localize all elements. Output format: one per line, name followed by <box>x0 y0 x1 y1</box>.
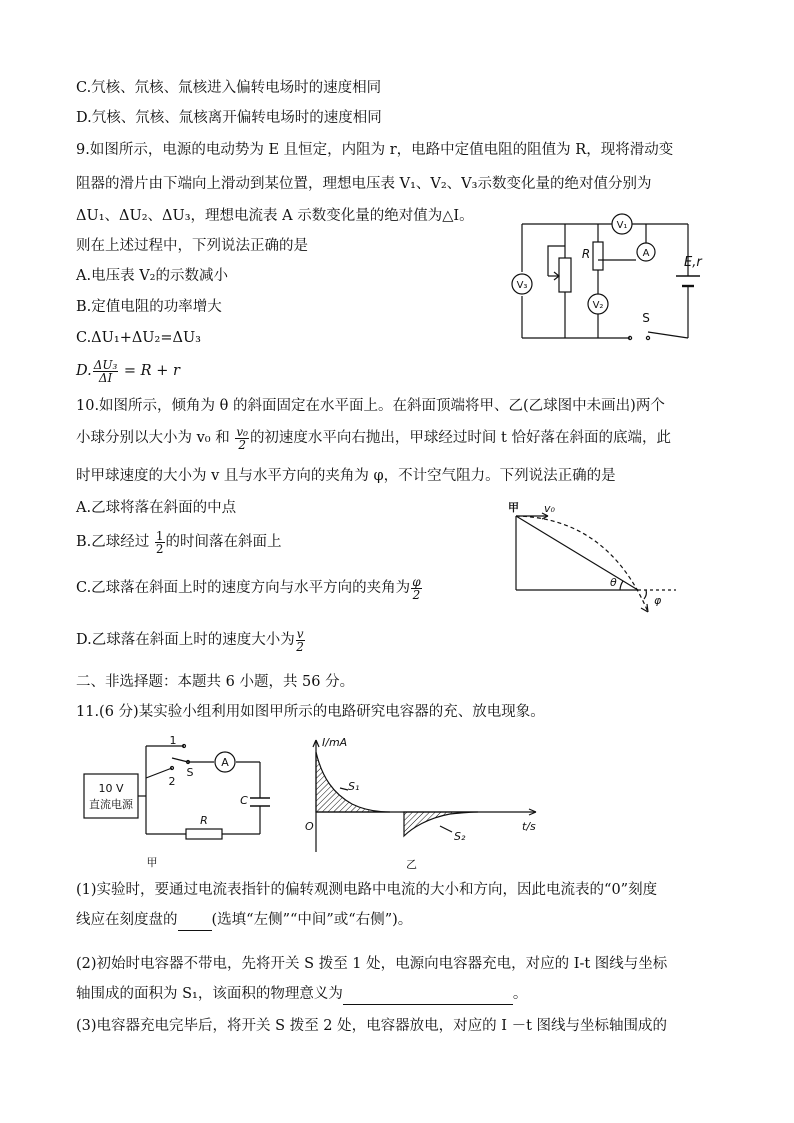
q10-option-b-fraction <box>155 530 165 555</box>
q10-option-b-num: 1 <box>155 528 164 543</box>
q10-option-c <box>76 570 423 606</box>
q10-stem-line2-b: 的初速度水平向右抛出，甲球经过时间 t 恰好落在斜面的底端，此 <box>249 430 671 446</box>
q9-option-c: C.ΔU₁+ΔU₂=ΔU₃ <box>76 330 201 346</box>
q10-option-b-a: B.乙球经过 <box>76 534 154 550</box>
q8-option-d: D.氕核、氘核、氚核离开偏转电场时的速度相同 <box>76 110 382 126</box>
q9-option-b: B.定值电阻的功率增大 <box>76 299 222 315</box>
q9-ammeter-label: A <box>642 248 650 259</box>
q10-stem-line3: 时甲球速度的大小为 v 且与水平方向的夹角为 φ，不计空气阻力。下列说法正确的是 <box>76 468 616 484</box>
q11-terminal-1: 1 <box>169 734 177 747</box>
q9-v3-label: V₃ <box>516 280 528 291</box>
q10-theta-label: θ <box>610 576 617 589</box>
q10-option-b-den: 2 <box>155 541 164 556</box>
q11-stem: 11.(6 分)某实验小组利用如图甲所示的电路研究电容器的充、放电现象。 <box>76 704 545 720</box>
q9-option-d-denominator: ΔI <box>98 370 113 385</box>
q11-part2-line1: (2)初始时电容器不带电，先将开关 S 拨至 1 处，电源向电容器充电，对应的 I-t 图线与坐标 <box>76 956 668 972</box>
q10-stem-fraction-num: v₀ <box>236 424 248 439</box>
q11-fig-b-caption: 乙 <box>406 858 417 871</box>
q11-graph-ylabel: I/mA <box>322 736 348 749</box>
q9-stem-line3: ΔU₁、ΔU₂、ΔU₃，理想电流表 A 示数变化量的绝对值为△I。 <box>76 208 474 224</box>
q11-source-line1: 10 V <box>98 782 124 795</box>
q10-incline-diagram <box>508 500 688 620</box>
q11-part1-line2 <box>76 910 412 931</box>
q10-option-a: A.乙球将落在斜面的中点 <box>76 500 237 516</box>
q11-resistor-label: R <box>200 814 208 827</box>
q11-graph-xlabel: t/s <box>522 820 536 833</box>
q9-option-d-rhs: = R + r <box>123 363 180 379</box>
q9-stem-line4: 则在上述过程中，下列说法正确的是 <box>76 238 308 254</box>
q10-option-d-den: 2 <box>296 639 304 654</box>
q11-fig-a-caption: 甲 <box>146 856 158 869</box>
q9-option-d-numerator: ΔU₃ <box>93 357 118 372</box>
q11-circuit-diagram <box>80 734 280 869</box>
q11-part2-line2-a: 轴围成的面积为 S₁，该面积的物理意义为 <box>76 986 343 1002</box>
q11-part1-line2-b: (选填“左侧”“中间”或“右侧”)。 <box>211 912 413 928</box>
q9-v1-label: V₁ <box>616 220 628 231</box>
q11-part3-line1: (3)电容器充电完毕后，将开关 S 拨至 2 处，电容器放电，对应的 I －t 图线与坐标轴围成的 <box>76 1018 668 1034</box>
q11-part1-line1: (1)实验时，要通过电流表指针的偏转观测电路中电流的大小和方向，因此电流表的“0”刻度 <box>76 882 658 898</box>
q11-graph-s1: S₁ <box>348 780 360 793</box>
q11-it-graph <box>300 732 550 872</box>
q10-v0-label: v₀ <box>544 502 555 515</box>
q10-phi-label: φ <box>654 594 662 607</box>
q10-option-d-fraction <box>296 628 305 653</box>
q9-v2-label: V₂ <box>592 300 604 311</box>
q11-part1-line2-a: 线应在刻度盘的 <box>76 912 178 928</box>
q11-ammeter-label: A <box>221 756 229 769</box>
q11-graph-origin: O <box>305 820 314 833</box>
q10-option-d-num: v <box>296 626 304 641</box>
q10-option-d <box>76 622 306 658</box>
q10-option-b <box>76 526 282 558</box>
q9-stem-line1: 9.如图所示，电源的电动势为 E 且恒定，内阻为 r，电路中定值电阻的阻值为 R，现将滑动变 <box>76 142 674 158</box>
q10-jia-label: 甲 <box>508 501 519 514</box>
q10-option-c-den: 2 <box>412 587 421 602</box>
q10-option-c-num: φ <box>412 574 421 589</box>
q10-option-c-a: C.乙球落在斜面上时的速度方向与水平方向的夹角为 <box>76 580 411 596</box>
q11-graph-s2: S₂ <box>454 830 466 843</box>
q10-option-c-fraction <box>411 576 421 601</box>
section2-heading: 二、非选择题：本题共 6 小题，共 56 分。 <box>76 674 355 690</box>
q11-part2-answer-blank[interactable] <box>343 984 513 1005</box>
q9-source-label: E,r <box>684 255 702 270</box>
q10-stem-line1: 10.如图所示，倾角为 θ 的斜面固定在水平面上。在斜面顶端将甲、乙(乙球图中未画出)两个 <box>76 398 665 414</box>
q9-option-d-fraction <box>93 359 119 384</box>
q11-part2-line2-b: 。 <box>512 986 528 1002</box>
q11-source-line2: 直流电源 <box>89 798 133 811</box>
q8-option-c: C.氕核、氘核、氚核进入偏转电场时的速度相同 <box>76 80 382 96</box>
q11-terminal-2: 2 <box>168 775 176 788</box>
q9-circuit-diagram <box>510 210 710 340</box>
q9-option-a: A.电压表 V₂的示数减小 <box>76 268 228 284</box>
q10-stem-fraction-den: 2 <box>238 437 246 452</box>
q11-part2-line2 <box>76 984 527 1005</box>
q9-option-d <box>76 356 180 386</box>
q9-switch-label: S <box>642 311 650 325</box>
q10-stem-fraction <box>235 426 249 451</box>
q11-part1-answer-blank[interactable] <box>178 910 212 931</box>
q10-stem-line2 <box>76 422 671 454</box>
q9-stem-line2: 阻器的滑片由下端向上滑动到某位置，理想电压表 V₁、V₂、V₃示数变化量的绝对值分别为 <box>76 176 652 192</box>
q9-resistor-label: R <box>581 247 591 261</box>
q10-stem-line2-a: 小球分别以大小为 v₀ 和 <box>76 430 235 446</box>
q11-capacitor-label: C <box>240 794 248 807</box>
q11-switch-label: S <box>186 766 194 779</box>
q10-option-d-a: D.乙球落在斜面上时的速度大小为 <box>76 632 295 648</box>
q9-option-d-prefix: D. <box>76 363 92 379</box>
q10-option-b-b: 的时间落在斜面上 <box>165 534 282 550</box>
